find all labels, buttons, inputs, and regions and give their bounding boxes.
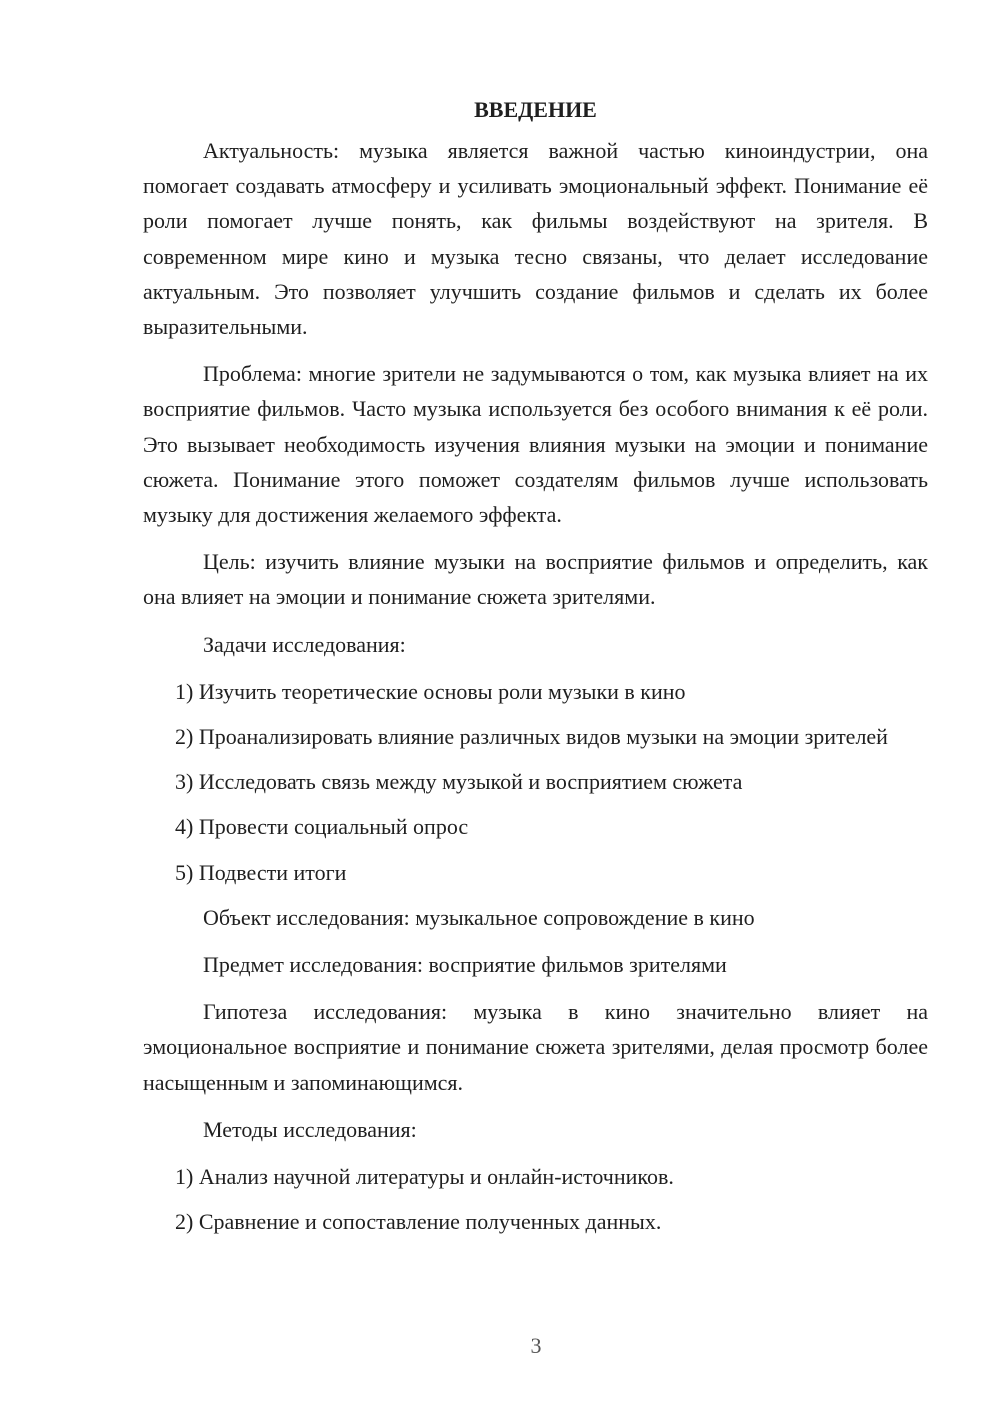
page-number: 3 xyxy=(530,1333,542,1358)
tasks-label: Задачи исследования: xyxy=(203,631,406,657)
method-item: 1) Анализ научной литературы и онлайн-источников. xyxy=(175,1164,674,1190)
paragraph-problem: Проблема: многие зрители не задумываются о том, как музыка влияет на их восприятие фильмов. Часто музыка используется без особого внимания к её роли. Это вызывает необходимость изучения влияния музыки на эмоции и понимание сюжета. Понимание этого поможет создателям фильмов лучше использовать музыку для достижения желаемого эффекта. xyxy=(143,361,928,528)
section-heading: ВВЕДЕНИЕ xyxy=(474,97,597,122)
paragraph-goal: Цель: изучить влияние музыки на восприятие фильмов и определить, как она влияет на эмоции и понимание сюжета зрителями. xyxy=(143,549,928,610)
task-item: 5) Подвести итоги xyxy=(175,859,347,885)
task-item: 2) Проанализировать влияние различных видов музыки на эмоции зрителей xyxy=(175,724,888,750)
method-item: 2) Сравнение и сопоставление полученных данных. xyxy=(175,1209,662,1235)
task-item: 3) Исследовать связь между музыкой и восприятием сюжета xyxy=(175,769,743,795)
research-hypothesis: Гипотеза исследования: музыка в кино значительно влияет на эмоциональное восприятие и понимание сюжета зрителями, делая просмотр более насыщенным и запоминающимся. xyxy=(143,999,928,1095)
research-subject: Предмет исследования: восприятие фильмов зрителями xyxy=(203,952,727,978)
task-item: 4) Провести социальный опрос xyxy=(175,814,469,840)
methods-label: Методы исследования: xyxy=(203,1116,417,1142)
research-object: Объект исследования: музыкальное сопровождение в кино xyxy=(203,904,755,930)
paragraph-relevance: Актуальность: музыка является важной частью киноиндустрии, она помогает создавать атмосферу и усиливать эмоциональный эффект. Понимание её роли помогает лучше понять, как фильмы воздействуют на зрителя. В современном мире кино и музыка тесно связаны, что делает исследование актуальным. Это позволяет улучшить создание фильмов и сделать их более выразительными. xyxy=(143,138,928,340)
page-body xyxy=(143,92,928,1249)
task-item: 1) Изучить теоретические основы роли музыки в кино xyxy=(175,678,686,704)
